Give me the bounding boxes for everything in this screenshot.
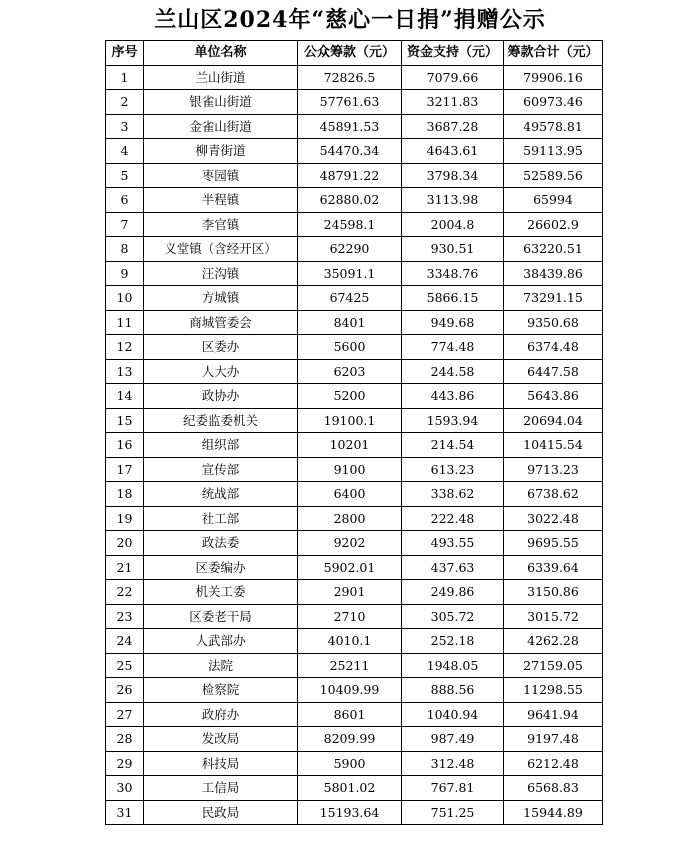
cell-index: 7 [106,212,144,237]
cell-index: 3 [106,114,144,139]
cell-unit-name: 统战部 [144,482,298,507]
cell-index: 11 [106,310,144,335]
cell-fund-support: 2004.8 [402,212,504,237]
cell-public-fundraising: 6203 [298,359,402,384]
cell-public-fundraising: 62290 [298,237,402,262]
cell-total: 38439.86 [504,261,603,286]
cell-public-fundraising: 45891.53 [298,114,402,139]
cell-fund-support: 244.58 [402,359,504,384]
cell-fund-support: 5866.15 [402,286,504,311]
cell-public-fundraising: 5801.02 [298,776,402,801]
cell-total: 52589.56 [504,163,603,188]
cell-unit-name: 民政局 [144,800,298,825]
cell-unit-name: 兰山街道 [144,65,298,90]
cell-fund-support: 767.81 [402,776,504,801]
cell-total: 63220.51 [504,237,603,262]
cell-fund-support: 493.55 [402,531,504,556]
cell-unit-name: 组织部 [144,433,298,458]
cell-public-fundraising: 8601 [298,702,402,727]
table-row [106,65,603,90]
cell-index: 1 [106,65,144,90]
cell-fund-support: 888.56 [402,678,504,703]
table-row [106,384,603,409]
table-row [106,163,603,188]
cell-fund-support: 7079.66 [402,65,504,90]
cell-index: 31 [106,800,144,825]
cell-fund-support: 3798.34 [402,163,504,188]
cell-index: 25 [106,653,144,678]
cell-index: 16 [106,433,144,458]
cell-fund-support: 3113.98 [402,188,504,213]
cell-total: 65994 [504,188,603,213]
cell-fund-support: 613.23 [402,457,504,482]
cell-index: 19 [106,506,144,531]
cell-index: 10 [106,286,144,311]
cell-fund-support: 214.54 [402,433,504,458]
cell-unit-name: 区委编办 [144,555,298,580]
cell-fund-support: 3348.76 [402,261,504,286]
cell-fund-support: 252.18 [402,629,504,654]
cell-index: 14 [106,384,144,409]
cell-public-fundraising: 10409.99 [298,678,402,703]
cell-public-fundraising: 5902.01 [298,555,402,580]
table-row [106,457,603,482]
cell-unit-name: 李官镇 [144,212,298,237]
header-row [106,41,603,66]
cell-index: 4 [106,139,144,164]
table-row [106,433,603,458]
header-total: 筹款合计（元） [504,41,603,66]
cell-total: 6568.83 [504,776,603,801]
cell-public-fundraising: 2710 [298,604,402,629]
cell-unit-name: 枣园镇 [144,163,298,188]
cell-total: 9197.48 [504,727,603,752]
cell-fund-support: 437.63 [402,555,504,580]
cell-public-fundraising: 2901 [298,580,402,605]
cell-total: 10415.54 [504,433,603,458]
cell-fund-support: 1040.94 [402,702,504,727]
cell-total: 9713.23 [504,457,603,482]
cell-index: 5 [106,163,144,188]
cell-public-fundraising: 9202 [298,531,402,556]
cell-public-fundraising: 48791.22 [298,163,402,188]
cell-total: 9350.68 [504,310,603,335]
table-row [106,653,603,678]
cell-total: 3015.72 [504,604,603,629]
table-row [106,335,603,360]
cell-total: 6374.48 [504,335,603,360]
cell-index: 22 [106,580,144,605]
table-row [106,139,603,164]
cell-fund-support: 930.51 [402,237,504,262]
table-row [106,90,603,115]
donation-table [105,40,603,825]
table-row [106,482,603,507]
cell-public-fundraising: 62880.02 [298,188,402,213]
table-row [106,310,603,335]
cell-index: 2 [106,90,144,115]
cell-public-fundraising: 5600 [298,335,402,360]
table-row [106,359,603,384]
cell-public-fundraising: 8401 [298,310,402,335]
cell-unit-name: 金雀山街道 [144,114,298,139]
cell-public-fundraising: 15193.64 [298,800,402,825]
cell-unit-name: 纪委监委机关 [144,408,298,433]
cell-total: 26602.9 [504,212,603,237]
cell-public-fundraising: 8209.99 [298,727,402,752]
table-row [106,506,603,531]
cell-public-fundraising: 9100 [298,457,402,482]
cell-public-fundraising: 24598.1 [298,212,402,237]
cell-unit-name: 发改局 [144,727,298,752]
cell-unit-name: 社工部 [144,506,298,531]
table-row [106,702,603,727]
cell-public-fundraising: 6400 [298,482,402,507]
cell-index: 23 [106,604,144,629]
cell-public-fundraising: 54470.34 [298,139,402,164]
cell-unit-name: 检察院 [144,678,298,703]
cell-total: 9641.94 [504,702,603,727]
table-row [106,580,603,605]
cell-total: 27159.05 [504,653,603,678]
table-header [106,41,603,66]
cell-total: 9695.55 [504,531,603,556]
cell-index: 13 [106,359,144,384]
cell-public-fundraising: 19100.1 [298,408,402,433]
cell-unit-name: 半程镇 [144,188,298,213]
cell-unit-name: 柳青街道 [144,139,298,164]
page-title: 兰山区2024年“慈心一日捐”捐赠公示 [154,7,546,33]
table-row [106,212,603,237]
cell-fund-support: 1948.05 [402,653,504,678]
cell-unit-name: 法院 [144,653,298,678]
table-row [106,604,603,629]
cell-unit-name: 人大办 [144,359,298,384]
cell-unit-name: 机关工委 [144,580,298,605]
table-row [106,114,603,139]
cell-unit-name: 工信局 [144,776,298,801]
cell-fund-support: 3211.83 [402,90,504,115]
cell-index: 17 [106,457,144,482]
cell-unit-name: 宣传部 [144,457,298,482]
cell-fund-support: 305.72 [402,604,504,629]
cell-index: 29 [106,751,144,776]
cell-unit-name: 政协办 [144,384,298,409]
cell-index: 30 [106,776,144,801]
header-fund-support: 资金支持（元） [402,41,504,66]
cell-total: 15944.89 [504,800,603,825]
cell-public-fundraising: 72826.5 [298,65,402,90]
cell-index: 27 [106,702,144,727]
cell-fund-support: 751.25 [402,800,504,825]
table-row [106,408,603,433]
cell-index: 20 [106,531,144,556]
cell-total: 6212.48 [504,751,603,776]
cell-fund-support: 338.62 [402,482,504,507]
cell-fund-support: 312.48 [402,751,504,776]
cell-public-fundraising: 57761.63 [298,90,402,115]
cell-unit-name: 方城镇 [144,286,298,311]
cell-fund-support: 443.86 [402,384,504,409]
cell-fund-support: 222.48 [402,506,504,531]
cell-total: 4262.28 [504,629,603,654]
cell-total: 3150.86 [504,580,603,605]
cell-fund-support: 1593.94 [402,408,504,433]
cell-fund-support: 949.68 [402,310,504,335]
cell-unit-name: 商城管委会 [144,310,298,335]
cell-total: 79906.16 [504,65,603,90]
cell-index: 9 [106,261,144,286]
cell-unit-name: 政法委 [144,531,298,556]
cell-public-fundraising: 35091.1 [298,261,402,286]
cell-index: 8 [106,237,144,262]
header-public-fundraising: 公众筹款（元） [298,41,402,66]
cell-total: 3022.48 [504,506,603,531]
cell-index: 24 [106,629,144,654]
header-index: 序号 [106,41,144,66]
cell-total: 6447.58 [504,359,603,384]
table-row [106,188,603,213]
cell-total: 6738.62 [504,482,603,507]
cell-total: 73291.15 [504,286,603,311]
cell-unit-name: 区委办 [144,335,298,360]
cell-unit-name: 银雀山街道 [144,90,298,115]
cell-total: 59113.95 [504,139,603,164]
header-unit-name: 单位名称 [144,41,298,66]
cell-index: 6 [106,188,144,213]
table-row [106,261,603,286]
table-row [106,531,603,556]
cell-fund-support: 4643.61 [402,139,504,164]
cell-fund-support: 774.48 [402,335,504,360]
cell-public-fundraising: 5900 [298,751,402,776]
cell-total: 20694.04 [504,408,603,433]
cell-index: 18 [106,482,144,507]
cell-fund-support: 987.49 [402,727,504,752]
table-row [106,629,603,654]
cell-unit-name: 区委老干局 [144,604,298,629]
cell-unit-name: 义堂镇（含经开区） [144,237,298,262]
cell-public-fundraising: 5200 [298,384,402,409]
cell-total: 49578.81 [504,114,603,139]
table-row [106,800,603,825]
table-row [106,237,603,262]
cell-public-fundraising: 67425 [298,286,402,311]
cell-fund-support: 249.86 [402,580,504,605]
cell-unit-name: 人武部办 [144,629,298,654]
cell-total: 60973.46 [504,90,603,115]
cell-unit-name: 科技局 [144,751,298,776]
table-row [106,555,603,580]
cell-index: 12 [106,335,144,360]
cell-total: 11298.55 [504,678,603,703]
cell-public-fundraising: 25211 [298,653,402,678]
cell-index: 15 [106,408,144,433]
cell-public-fundraising: 2800 [298,506,402,531]
cell-unit-name: 政府办 [144,702,298,727]
cell-total: 6339.64 [504,555,603,580]
table-row [106,751,603,776]
table-row [106,286,603,311]
cell-index: 26 [106,678,144,703]
cell-public-fundraising: 4010.1 [298,629,402,654]
cell-index: 21 [106,555,144,580]
table-row [106,776,603,801]
cell-unit-name: 汪沟镇 [144,261,298,286]
cell-public-fundraising: 10201 [298,433,402,458]
table-row [106,678,603,703]
table-row [106,727,603,752]
cell-total: 5643.86 [504,384,603,409]
cell-fund-support: 3687.28 [402,114,504,139]
table-body [106,65,603,825]
cell-index: 28 [106,727,144,752]
